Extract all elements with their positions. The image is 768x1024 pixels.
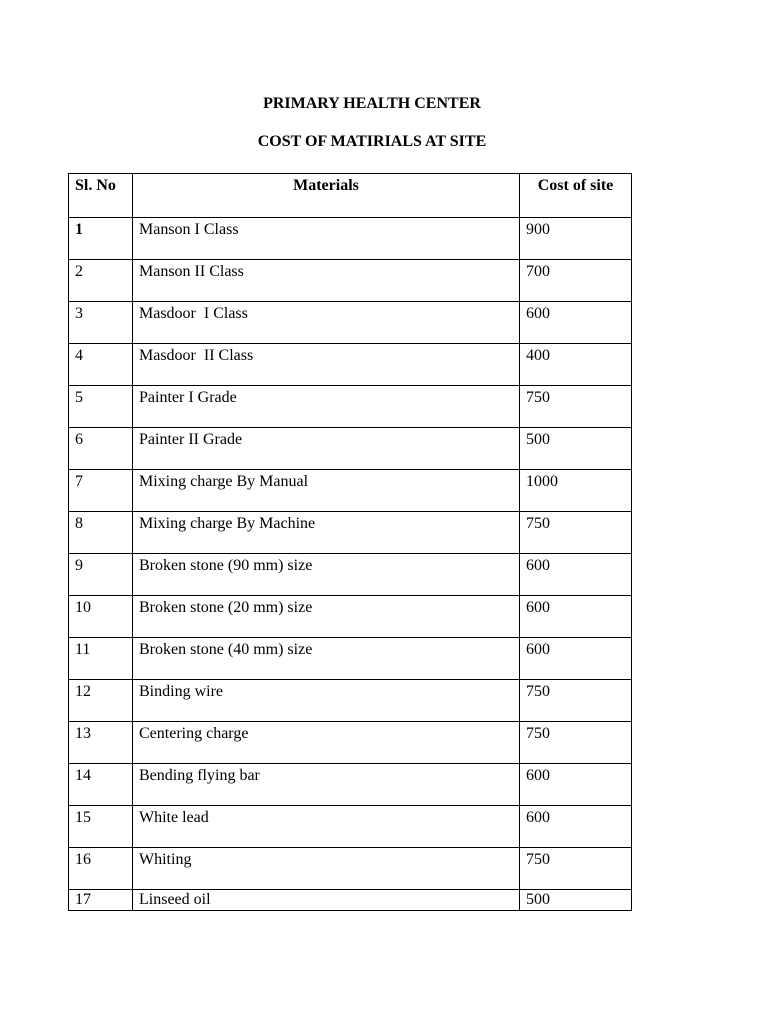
table-row	[69, 218, 632, 260]
table-row	[69, 596, 632, 638]
cell-sl-no: 2	[69, 260, 133, 302]
table-row	[69, 470, 632, 512]
cell-sl-no: 3	[69, 302, 133, 344]
cell-material: Painter I Grade	[133, 386, 520, 428]
cell-cost: 600	[520, 806, 632, 848]
header-materials: Materials	[133, 174, 520, 218]
table-row	[69, 806, 632, 848]
cell-cost: 750	[520, 848, 632, 890]
table-row	[69, 638, 632, 680]
cell-cost: 1000	[520, 470, 632, 512]
cell-sl-no: 10	[69, 596, 133, 638]
cell-material: Manson I Class	[133, 218, 520, 260]
cell-sl-no: 1	[69, 218, 133, 260]
cell-material: Centering charge	[133, 722, 520, 764]
cell-sl-no: 8	[69, 512, 133, 554]
cell-sl-no: 9	[69, 554, 133, 596]
table-header-row	[69, 174, 632, 218]
cell-sl-no: 6	[69, 428, 133, 470]
table-row	[69, 848, 632, 890]
cost-table	[68, 173, 632, 911]
cell-cost: 400	[520, 344, 632, 386]
cell-cost: 700	[520, 260, 632, 302]
cell-cost: 600	[520, 302, 632, 344]
cell-sl-no: 5	[69, 386, 133, 428]
cell-material: Mixing charge By Machine	[133, 512, 520, 554]
cell-material: Manson II Class	[133, 260, 520, 302]
cell-sl-no: 17	[69, 890, 133, 911]
cell-material: Painter II Grade	[133, 428, 520, 470]
cell-material: Broken stone (20 mm) size	[133, 596, 520, 638]
table-row	[69, 512, 632, 554]
document-subtitle: COST OF MATIRIALS AT SITE	[257, 133, 487, 150]
cell-material: Masdoor II Class	[133, 344, 520, 386]
cell-sl-no: 14	[69, 764, 133, 806]
table-row	[69, 428, 632, 470]
table-row	[69, 260, 632, 302]
table-row	[69, 554, 632, 596]
table-row	[69, 722, 632, 764]
cell-cost: 500	[520, 428, 632, 470]
cell-cost: 750	[520, 386, 632, 428]
cell-material: Broken stone (90 mm) size	[133, 554, 520, 596]
cell-material: Broken stone (40 mm) size	[133, 638, 520, 680]
cell-sl-no: 13	[69, 722, 133, 764]
cell-cost: 750	[520, 680, 632, 722]
cell-cost: 600	[520, 638, 632, 680]
cell-material: White lead	[133, 806, 520, 848]
cell-sl-no: 16	[69, 848, 133, 890]
table-row	[69, 386, 632, 428]
cell-sl-no: 11	[69, 638, 133, 680]
cell-material: Masdoor I Class	[133, 302, 520, 344]
cell-material: Binding wire	[133, 680, 520, 722]
cell-cost: 750	[520, 722, 632, 764]
cell-cost: 500	[520, 890, 632, 911]
cell-cost: 600	[520, 764, 632, 806]
header-sl-no: Sl. No	[69, 174, 133, 218]
cell-cost: 600	[520, 554, 632, 596]
cell-cost: 750	[520, 512, 632, 554]
table-row	[69, 890, 632, 911]
cell-material: Bending flying bar	[133, 764, 520, 806]
cell-sl-no: 15	[69, 806, 133, 848]
cell-sl-no: 4	[69, 344, 133, 386]
table-row	[69, 764, 632, 806]
cell-cost: 600	[520, 596, 632, 638]
cell-material: Mixing charge By Manual	[133, 470, 520, 512]
table-row	[69, 680, 632, 722]
header-cost: Cost of site	[520, 174, 632, 218]
cell-material: Linseed oil	[133, 890, 520, 911]
cell-material: Whiting	[133, 848, 520, 890]
document-title: PRIMARY HEALTH CENTER	[263, 95, 481, 112]
cell-sl-no: 12	[69, 680, 133, 722]
cell-cost: 900	[520, 218, 632, 260]
table-row	[69, 302, 632, 344]
cell-sl-no: 7	[69, 470, 133, 512]
table-row	[69, 344, 632, 386]
